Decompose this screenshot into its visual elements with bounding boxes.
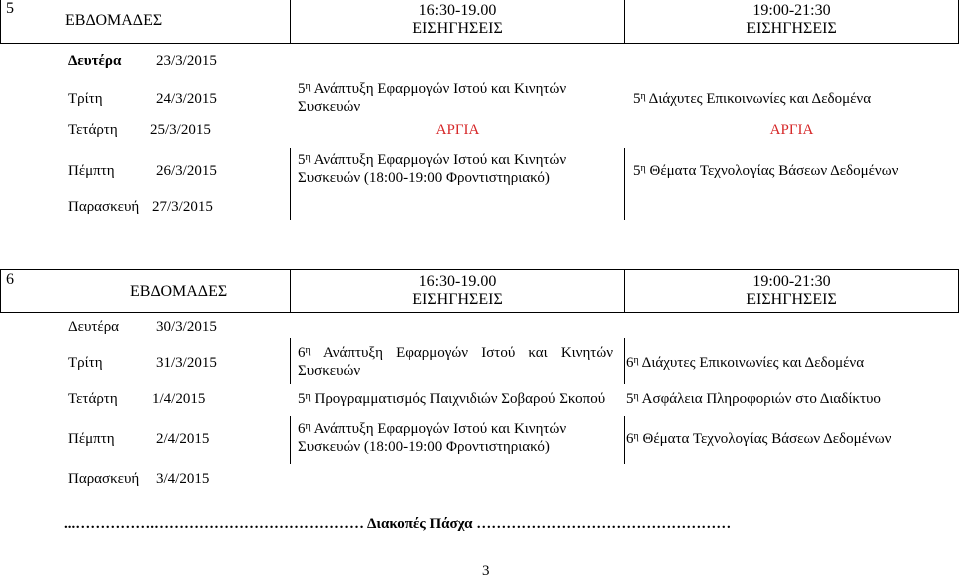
lecture-entry: $5^\eta$ Ασφάλεια Πληροφοριών στο Διαδίκτυο	[626, 391, 881, 407]
table-border	[624, 338, 625, 384]
day-label: Πέμπτη	[68, 431, 115, 447]
day-label: Τρίτη	[68, 91, 103, 107]
day-label: Πέμπτη	[68, 163, 115, 179]
date-label: 1/4/2015	[152, 391, 206, 407]
table-border	[958, 0, 959, 44]
day-label: Τετάρτη	[68, 391, 118, 407]
lecture-entry: $5^\eta$ Προγραμματισμός Παιχνιδιών Σοβαρού Σκοπού	[298, 391, 606, 407]
day-label: Δευτέρα	[68, 53, 122, 69]
table-border	[0, 269, 959, 270]
week-label: ΕΒΔΟΜΑΔΕΣ	[130, 283, 228, 300]
date-label: 30/3/2015	[156, 319, 217, 335]
table-border	[290, 148, 291, 220]
slot1-time: 16:30-19.00	[418, 273, 497, 290]
holiday-label: ΑΡΓΙΑ	[435, 122, 480, 138]
dots-left: ...…………….……………………………………	[64, 516, 364, 532]
table-border	[0, 269, 1, 313]
lecture-entry: $6^\eta$ Θέματα Τεχνολογίας Βάσεων Δεδομένων	[626, 431, 892, 447]
page-number: 3	[482, 563, 490, 579]
lecture-entry: $5^\eta$ Ανάπτυξη Εφαρμογών Ιστού και Κινητών Συσκευών	[298, 81, 567, 115]
table-border	[290, 338, 291, 384]
holiday-label: Διακοπές Πάσχα	[366, 516, 473, 532]
table-border	[0, 312, 959, 313]
table-border	[0, 0, 1, 44]
table-border	[958, 269, 959, 313]
slot2-label: ΕΙΣΗΓΗΣΕΙΣ	[746, 20, 837, 37]
lecture-entry: $5^\eta$ Θέματα Τεχνολογίας Βάσεων Δεδομένων	[633, 163, 899, 179]
slot1-label: ΕΙΣΗΓΗΣΕΙΣ	[412, 291, 503, 308]
slot2-label: ΕΙΣΗΓΗΣΕΙΣ	[746, 291, 837, 308]
dots-right: ……………………………………………	[476, 516, 732, 532]
date-label: 25/3/2015	[150, 122, 211, 138]
date-label: 26/3/2015	[156, 163, 217, 179]
holiday-label: ΑΡΓΙΑ	[769, 122, 814, 138]
holiday-note	[64, 515, 731, 533]
date-label: 3/4/2015	[156, 471, 210, 487]
date-label: 27/3/2015	[152, 199, 213, 215]
day-label: Παρασκευή	[68, 471, 140, 487]
day-label: Παρασκευή	[68, 199, 140, 215]
week-label: ΕΒΔΟΜΑΔΕΣ	[65, 12, 163, 29]
date-label: 31/3/2015	[156, 355, 217, 371]
slot2-time: 19:00-21:30	[752, 273, 831, 290]
table-border	[624, 148, 625, 220]
week-number: 5	[6, 0, 14, 17]
lecture-entry: $6^\eta$ Ανάπτυξη Εφαρμογών Ιστού και Κινητών Συσκευών (18:00-19:00 Φροντιστηριακό)	[298, 421, 567, 455]
date-label: 24/3/2015	[156, 91, 217, 107]
day-label: Τετάρτη	[68, 122, 118, 138]
table-border	[624, 416, 625, 464]
table-border	[0, 43, 959, 44]
date-label: 2/4/2015	[156, 431, 210, 447]
day-label: Δευτέρα	[68, 319, 120, 335]
lecture-entry: $5^\eta$ Διάχυτες Επικοινωνίες και Δεδομένα	[633, 91, 872, 107]
lecture-entry: $6^\eta$ Διάχυτες Επικοινωνίες και Δεδομένα	[626, 355, 865, 371]
table-border	[290, 416, 291, 464]
week-number: 6	[6, 271, 14, 288]
slot2-time: 19:00-21:30	[752, 2, 831, 19]
lecture-entry: $5^\eta$ Ανάπτυξη Εφαρμογών Ιστού και Κινητών Συσκευών (18:00-19:00 Φροντιστηριακό)	[298, 152, 567, 186]
day-label: Τρίτη	[68, 355, 103, 371]
slot1-time: 16:30-19.00	[418, 2, 497, 19]
slot1-label: ΕΙΣΗΓΗΣΕΙΣ	[412, 20, 503, 37]
date-label: 23/3/2015	[156, 53, 217, 69]
lecture-entry: $6^\eta$ Ανάπτυξη Εφαρμογών Ιστού και Κινητών Συσκευών	[298, 345, 613, 379]
